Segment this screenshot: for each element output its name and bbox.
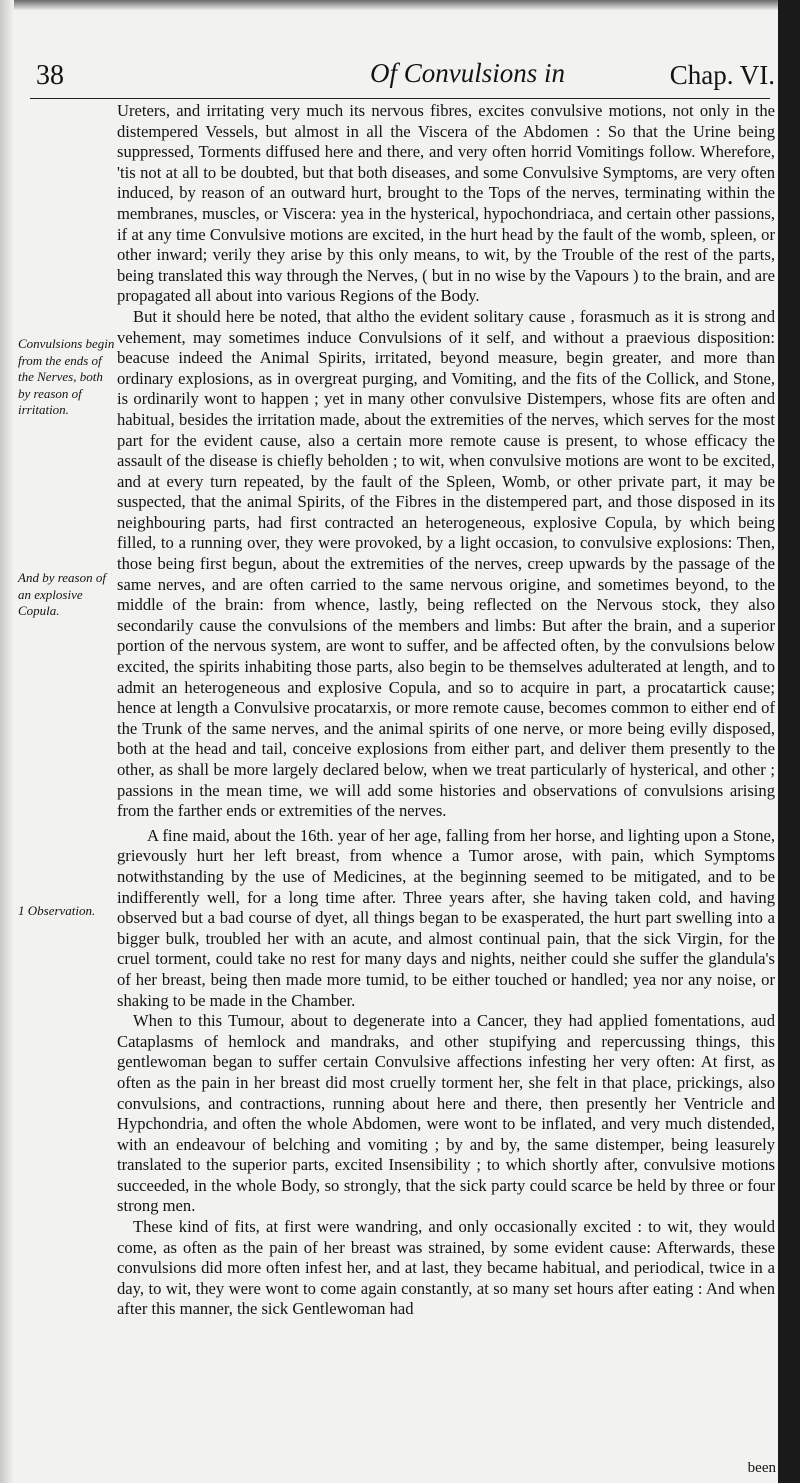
running-header (30, 54, 775, 98)
body-text (117, 101, 775, 1320)
running-title: Of Convulsions in (370, 58, 566, 88)
header-rule (30, 98, 770, 99)
page-number: 38 (36, 60, 64, 91)
paragraph: But it should here be noted, that altho the evident solitary cause , forasmuch as it is strong and vehement, may sometimes induce Convulsions of it self, and without a praevious disposition: beacuse indeed the Animal Spirits, irritated, beyond measure, begin greater, and more than ordinary explosions, as in overgreat purging, and Vomiting, and the fits of the Collick, and Stone, is ordinarily wont to happen ; yet in many other convulsive Distempers, whose fits are often and habitual, besides the irritation made, about the extremities of the nerves, which serves for the most part for the evident cause, also a certain more remote cause is present, to whose efficacy the assault of the disease is chiefly beholden ; to wit, when convulsive motions are wont to be excited, and at every turn repeated, by the fault of the Spleen, Womb, or other private part, it may be suspected, that the animal Spirits, of the Fibres in the distempered part, and those disposed in its neighbouring parts, had first contracted an heterogeneous, explosive Copula, by which being filled, to a running over, they were provoked, by a light occasion, to convulsive explosions: Then, those being first begun, about the extremities of the nerves, creep upwards by the passage of the same nerves, and are often carried to the same nervous origine, and sometimes beyond, to the middle of the brain: from whence, lastly, being reflected on the Nervous stock, they also secondarily cause the convulsions of the members and limbs: But after the brain, and a superior portion of the nervous system, are wont to suffer, and be affected often, by the convulsions below excited, the spirits inhabiting those parts, also begin to be themselves adulterated at length, and to admit an heterogeneous and explosive Copula, and so to acquire in part, a procatartick cause; hence at length a Convulsive procatarxis, or more remote cause, becomes common to either end of the Trunk of the same nerves, and the animal spirits of one nerve, or more being evilly disposed, both at the head and tail, conceive explosions from either part, and deliver them presently to the other, as shall be more largely declared below, when we treat particularly of hysterical, and other ; passions in the mean time, we will add some histories and observations of convulsions arising from the farther ends or extremities of the nerves. (117, 306, 775, 821)
catchword: been (747, 1460, 776, 1476)
margin-note: 1 Observation. (18, 903, 96, 918)
paragraph: These kind of fits, at first were wandring, and only occasionally excited : to wit, they would come, as often as the pain of her breast was strained, by some evident cause: Afterwards, these convulsions did more often infest her, and at last, they became habitual, and periodical, twice in a day, to wit, they were wont to come again constantly, at so many set hours after eating : And when after this manner, the sick Gentlewoman had (117, 1217, 775, 1319)
page-top-shadow (0, 0, 800, 10)
margin-note: And by reason of an explosive Copula. (18, 570, 106, 618)
paragraph: Ureters, and irritating very much its nervous fibres, excites convulsive motions, not only in the distempered Vessels, but almost in all the Viscera of the Abdomen : So that the Urine being suppressed, Torments diffused here and there, and very often horrid Vomitings follow. Wherefore, 'tis not at all to be doubted, but that both diseases, and some Convulsive Symptoms, are very often induced, by reason of an outward hurt, brought to the Tops of the nerves, terminating within the membranes, muscles, or Viscera: yea in the hysterical, hypochondriaca, and certain other passions, if at any time Convulsive motions are excited, in the hurt head by the fault of the womb, spleen, or other inward; verily they arise by this only means, to wit, by the Trouble of the rest of the parts, being translated this way through the Nerves, ( but in no wise by the Vapours ) to the brain, and are propagated all about into various Regions of the Body. (117, 101, 775, 306)
chapter-label: Chap. VI. (669, 60, 775, 90)
page-left-shadow (0, 0, 14, 1483)
margin-note: Convulsions begin from the ends of the Nerves, both by reason of irritation. (18, 336, 115, 417)
paragraph: A fine maid, about the 16th. year of her age, falling from her horse, and lighting upon a Stone, grievously hurt her left breast, from whence a Tumor arose, with pain, which Symptoms notwithstanding by the use of Medicines, at the beginning seemed to be mitigated, and to be indifferently well, for a long time after. Three years after, she having taken cold, and having observed but a bad course of dyet, all things began to be exasperated, the hurt part swelling into a bigger bulk, troubled her with an acute, and almost continual pain, that the sick Virgin, for the cruel torment, could take no rest for many days and nights, neither could she suffer the glandula's of her breast, being then made more tumid, to be either touched or handled; yea nor any noise, or shaking to be made in the Chamber. (117, 825, 775, 1010)
scan-edge (778, 0, 800, 1483)
paragraph: When to this Tumour, about to degenerate into a Cancer, they had applied fomentations, aud Cataplasms of hemlock and mandraks, and other stupifying and repercussing things, this gentlewoman began to suffer certain Convulsive affections infesting her very often: At first, as often as the pain in her breast did most cruelly torment her, she felt in that place, prickings, also convulsions, and contractions, running about here and there, then presently her Ventricle and Hypchondria, and often the whole Abdomen, were wont to be inflated, and very much distended, with an endeavour of belching and vomiting ; by and by, the same distemper, being leasurely translated to the superior parts, excited Insensibility ; to which shortly after, convulsive motions succeeded, in the whole Body, so strongly, that the sick party could scarce be held by three or four strong men. (117, 1011, 775, 1216)
